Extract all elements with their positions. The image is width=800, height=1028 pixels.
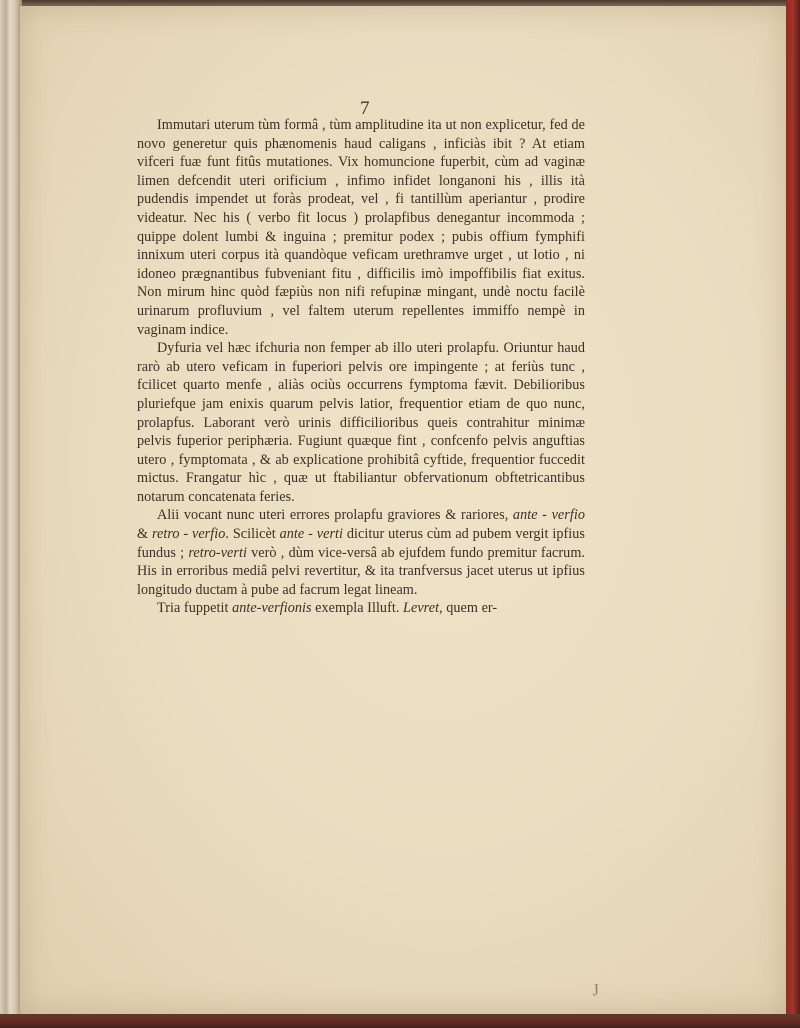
text-run: & [137,526,152,543]
text-run: verò , dùm vice-versâ ab ejufdem fundo premitur facrum. His in erroribus mediâ pelvi revertitur, & ita tranfversus jacet uterus ut ipfius longitudo ductam à pube ad facrum legat lineam. [137,544,585,598]
italic-term: Levret [403,600,440,617]
book-cover-edge [786,0,800,1028]
book-binding-edge [0,0,22,1028]
paragraph-2 [137,339,585,506]
italic-term: ante - verti [279,526,343,543]
paper-page [20,6,786,1014]
text-run: Tria fuppetit [157,600,233,617]
text-run: Dyfuria vel hæc ifchuria non femper ab illo uteri prolapfu. Oriuntur haud rarò ab utero veficam in fuperiori pelvis ore impingente ; at feriùs tunc , fcilicet quarto menfe , aliàs ociùs occurrens fymptoma fævit. Debilioribus pluriefque jam enixis quarum pelvis latior, frequentior etiam de quo nunc, prolapfus. Laborant verò urinis difficilioribus queis contrahitur minimæ pelvis fuperior periphæria. Fugiunt quæque fint , confcenfo pelvis anguftias utero , fymptomata , & ab explicatione prohibitâ cyftide, frequentior fuccedit mictus. Frangatur hìc , quæ ut ftabiliantur obfervationum obftetricantibus notarum concatenata feries. [137,340,585,505]
text-run: , quem er- [439,600,498,617]
italic-term: retro - verfio [151,526,226,543]
italic-term: ante-verfionis [232,600,312,617]
body-text [137,116,585,618]
scan-bottom-edge [0,1014,800,1028]
pencil-mark: J [590,981,601,1000]
italic-term: retro-verti [188,544,247,561]
paragraph-3 [137,506,585,599]
paragraph-1 [137,116,585,339]
text-run: exempla Illuft. [311,600,404,617]
paragraph-4 [137,599,585,618]
page-number: 7 [360,98,370,119]
italic-term: ante - verfio [512,507,585,524]
text-run: Alii vocant nunc uteri errores prolapfu graviores & rariores, [157,507,513,524]
text-run: dicitur uterus cùm ad pubem vergit ipfius fundus ; [137,526,585,561]
text-run: Immutari uterum tùm formâ , tùm amplitudine ita ut non explicetur, fed de novo generetur quis phænomenis haud caligans , inficiàs ibit ? At etiam vifceri fuæ funt fitûs mutationes. Vix homuncione fuperbit, cùm ad vaginæ limen defcendit uteri orificium , infimo infidet longanoni his , illis ità pudendis impendet ut foràs prodeat, vel , fi tantillùm aperiantur , prodire videatur. Nec his ( verbo fit locus ) prolapfibus denegantur incommoda ; quippe dolent lumbi & inguina ; premitur podex ; pubis offium fymphifi innixum uteri corpus ità quandòque veficam urethramve urget , ut lotio , ni idoneo prægnantibus fubveniant fitu , difficilis imò impoffibilis fiat exitus. Non mirum hinc quòd fæpiùs non nifi refupinæ mingant, undè noctu facilè urinarum profluvium , vel faltem uterum repellentes immiffo nempè in vaginam indice. [137,117,585,338]
text-run: . Scilicèt [225,526,280,543]
